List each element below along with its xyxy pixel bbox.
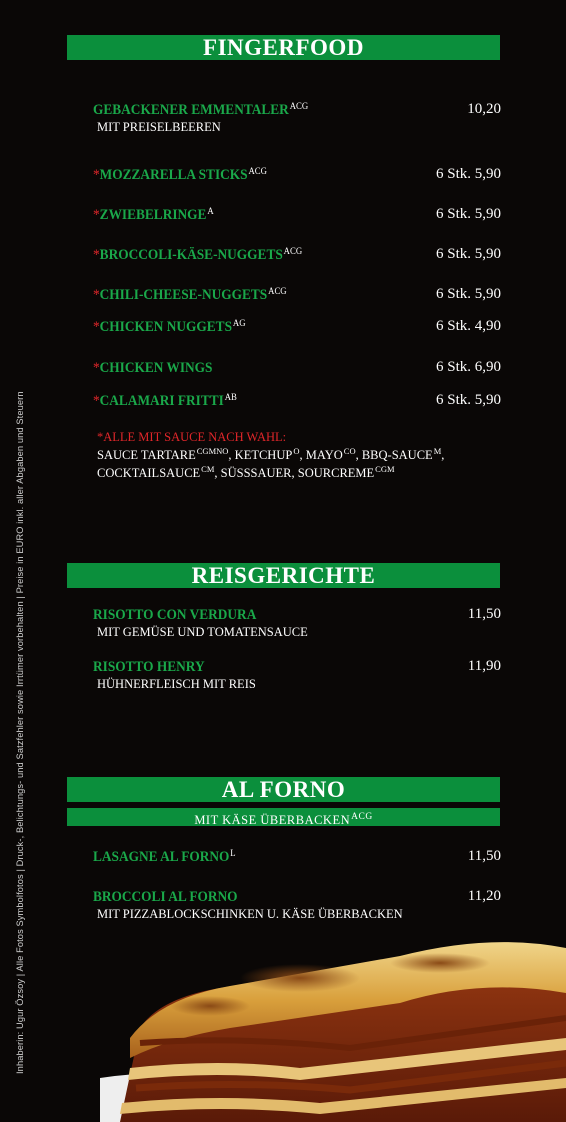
allergen-codes: ACG xyxy=(283,247,303,257)
section-title: FINGERFOOD xyxy=(203,35,364,60)
menu-item-name: CHICKEN NUGGETS xyxy=(99,319,232,335)
menu-item-price: 6 Stk. 4,90 xyxy=(435,318,501,334)
section-title: AL FORNO xyxy=(221,777,346,802)
menu-item-name: RISOTTO HENRY xyxy=(93,659,205,675)
menu-item-description: HÜHNERFLEISCH MIT REIS xyxy=(97,677,256,691)
asterisk-marker: * xyxy=(93,247,100,263)
sauce-name: , KETCHUP xyxy=(228,448,293,462)
menu-item-description: MIT PREISELBEEREN xyxy=(97,120,221,134)
menu-item xyxy=(93,849,501,866)
menu-item xyxy=(93,102,501,135)
allergen-codes: L xyxy=(230,849,236,859)
menu-item-name-line xyxy=(93,360,468,377)
menu-item-name-line xyxy=(93,102,468,119)
menu-item xyxy=(93,167,501,184)
menu-item-name-line xyxy=(93,607,468,624)
menu-item-name-line xyxy=(93,319,468,336)
asterisk-marker: * xyxy=(93,393,100,409)
section-header-al-forno xyxy=(67,777,500,802)
section-subtitle-al-forno xyxy=(67,808,500,826)
menu-item-price: 6 Stk. 5,90 xyxy=(435,246,501,262)
section-header-reisgerichte xyxy=(67,563,500,588)
menu-item xyxy=(93,319,501,336)
menu-item-name: MOZZARELLA STICKS xyxy=(99,167,248,183)
section-header-fingerfood xyxy=(67,35,500,60)
menu-item-name-line xyxy=(93,247,468,264)
allergen-codes: AB xyxy=(224,393,237,403)
allergen-codes: ACG xyxy=(289,102,309,112)
menu-item-price: 6 Stk. 5,90 xyxy=(435,166,501,182)
allergen-codes: A xyxy=(207,207,214,217)
sauce-name: , xyxy=(441,448,445,462)
menu-item-name: RISOTTO CON VERDURA xyxy=(93,607,257,623)
section-subtitle: MIT KÄSE ÜBERBACKEN xyxy=(194,813,351,827)
allergen-codes: CGM xyxy=(375,464,395,474)
menu-item-name-line xyxy=(93,889,468,906)
sauce-note-line-1 xyxy=(97,444,517,462)
menu-item-price: 11,90 xyxy=(467,658,501,674)
menu-item xyxy=(93,247,501,264)
sauce-name: , BBQ-SAUCE xyxy=(355,448,433,462)
menu-item-price: 6 Stk. 5,90 xyxy=(435,392,501,408)
menu-item-price: 11,50 xyxy=(467,606,501,622)
menu-item-name: CHICKEN WINGS xyxy=(99,360,213,376)
allergen-codes: AG xyxy=(232,319,246,329)
menu-item-price: 6 Stk. 5,90 xyxy=(435,286,501,302)
section-title: REISGERICHTE xyxy=(191,563,376,588)
allergen-codes: ACG xyxy=(268,287,287,297)
allergen-codes: ACG xyxy=(248,167,267,177)
sauce-name: , MAYO xyxy=(299,448,343,462)
sauce-name: COCKTAILSAUCE xyxy=(97,466,201,480)
menu-item-name: GEBACKENER EMMENTALER xyxy=(93,102,289,118)
sauce-note xyxy=(97,430,517,480)
sauce-note-heading: *ALLE MIT SAUCE NACH WAHL: xyxy=(97,430,287,444)
menu-item-name: ZWIEBELRINGE xyxy=(99,207,207,223)
asterisk-marker: * xyxy=(93,207,100,223)
menu-item-price: 11,20 xyxy=(467,888,501,904)
menu-item-description: MIT GEMÜSE UND TOMATENSAUCE xyxy=(97,625,308,639)
menu-item xyxy=(93,607,501,640)
menu-item-price: 6 Stk. 5,90 xyxy=(435,206,501,222)
allergen-codes: CM xyxy=(201,464,215,474)
asterisk-marker: * xyxy=(93,287,100,303)
menu-item-name: BROCCOLI-KÄSE-NUGGETS xyxy=(99,247,283,263)
menu-item-name: CHILI-CHEESE-NUGGETS xyxy=(99,287,268,303)
menu-item-name: CALAMARI FRITTI xyxy=(99,393,224,409)
menu-item xyxy=(93,287,501,304)
asterisk-marker: * xyxy=(93,167,100,183)
menu-item-name-line xyxy=(93,167,468,184)
allergen-codes: CO xyxy=(343,446,356,456)
menu-item xyxy=(93,360,501,377)
asterisk-marker: * xyxy=(93,360,100,376)
menu-item-description: MIT PIZZABLOCKSCHINKEN U. KÄSE ÜBERBACKEN xyxy=(97,907,403,921)
menu-item-price: 10,20 xyxy=(467,101,501,117)
allergen-codes: O xyxy=(293,446,300,456)
menu-item-name-line xyxy=(93,287,468,304)
sauce-note-line-2 xyxy=(97,462,517,480)
menu-item xyxy=(93,393,501,410)
menu-item-price: 6 Stk. 6,90 xyxy=(435,359,501,375)
menu-item xyxy=(93,207,501,224)
menu-item-name: BROCCOLI AL FORNO xyxy=(93,889,238,905)
menu-item-name-line xyxy=(93,659,468,676)
menu-item-name-line xyxy=(93,207,468,224)
menu-item-name-line xyxy=(93,849,468,866)
sauce-name: SAUCE TARTARE xyxy=(97,448,196,462)
allergen-codes: ACG xyxy=(351,812,373,822)
menu-item-name: LASAGNE AL FORNO xyxy=(93,849,230,865)
allergen-codes: M xyxy=(433,446,442,456)
sauce-name: , SÜSSSAUER, SOURCREME xyxy=(214,466,375,480)
menu-item-price: 11,50 xyxy=(467,848,501,864)
menu-item-name-line xyxy=(93,393,468,410)
allergen-codes: CGMNO xyxy=(196,446,229,456)
asterisk-marker: * xyxy=(93,319,100,335)
lasagna-photo xyxy=(100,918,566,1122)
menu-item xyxy=(93,659,501,692)
legal-note-text: Inhaberin: Ugur Özsoy | Alle Fotos Symbolfotos | Druck-, Belichtungs- und Satzfehler sowie Irrtümer vorbehalten | Preise in EURO inkl. aller Abgaben und Steuern xyxy=(15,391,25,1074)
